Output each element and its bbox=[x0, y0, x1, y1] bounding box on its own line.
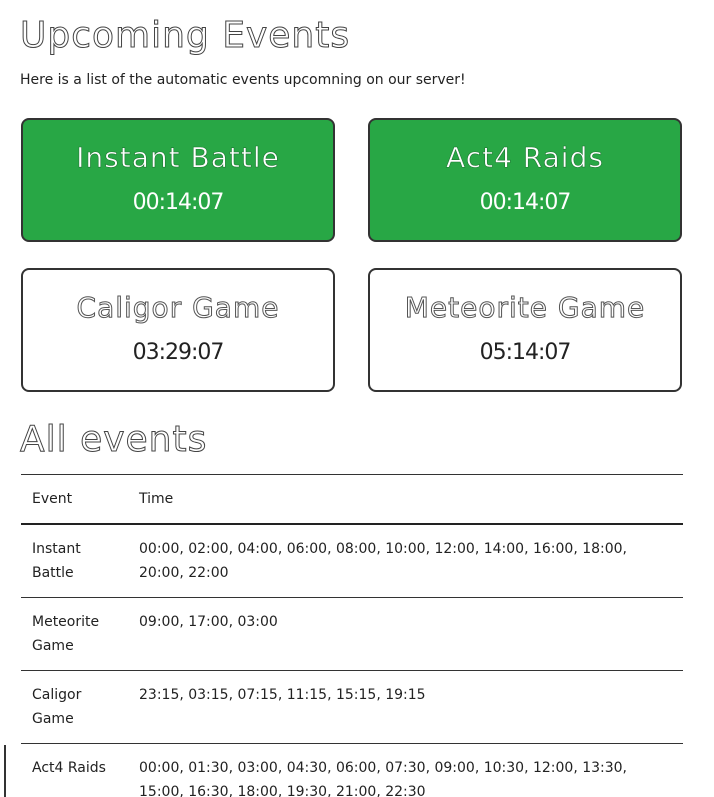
event-card-name: Act4 Raids bbox=[446, 141, 604, 174]
column-header-time: Time bbox=[128, 475, 683, 525]
table-row bbox=[21, 671, 683, 744]
table-row bbox=[21, 524, 683, 598]
table-row bbox=[21, 598, 683, 671]
table-header-row bbox=[21, 475, 683, 525]
event-card-meteorite-game bbox=[368, 268, 682, 392]
all-events-table bbox=[21, 474, 683, 797]
event-card-instant-battle bbox=[21, 118, 335, 242]
event-name-cell: Act4 Raids bbox=[21, 744, 128, 797]
event-card-countdown: 00:14:07 bbox=[132, 190, 224, 215]
event-card-caligor-game bbox=[21, 268, 335, 392]
event-time-cell: 00:00, 01:30, 03:00, 04:30, 06:00, 07:30, 09:00, 10:30, 12:00, 13:30, 15:00, 16:30, 18:00, 19:30, 21:00, 22:30 bbox=[128, 744, 683, 797]
decorative-edge-stroke bbox=[0, 745, 6, 797]
event-card-name: Meteorite Game bbox=[404, 291, 646, 324]
event-time-cell: 00:00, 02:00, 04:00, 06:00, 08:00, 10:00, 12:00, 14:00, 16:00, 18:00, 20:00, 22:00 bbox=[139, 541, 628, 581]
column-header-event: Event bbox=[21, 475, 128, 525]
upcoming-events-title: Upcoming Events bbox=[20, 15, 351, 56]
upcoming-events-intro: Here is a list of the automatic events upcomning on our server! bbox=[20, 72, 466, 88]
event-card-countdown: 00:14:07 bbox=[479, 190, 571, 215]
table-row bbox=[21, 744, 683, 797]
event-name-cell: Caligor Game bbox=[21, 671, 128, 744]
event-time-cell: 23:15, 03:15, 07:15, 11:15, 15:15, 19:15 bbox=[128, 671, 683, 744]
event-time-cell: 09:00, 17:00, 03:00 bbox=[128, 598, 683, 671]
event-name-cell: Meteorite Game bbox=[21, 598, 128, 671]
event-card-name: Caligor Game bbox=[76, 291, 280, 324]
event-card-countdown: 03:29:07 bbox=[132, 340, 224, 365]
event-card-countdown: 05:14:07 bbox=[479, 340, 571, 365]
all-events-title: All events bbox=[20, 419, 208, 460]
event-card-act4-raids bbox=[368, 118, 682, 242]
event-name-cell: Instant Battle bbox=[32, 541, 81, 581]
event-card-name: Instant Battle bbox=[76, 141, 280, 174]
